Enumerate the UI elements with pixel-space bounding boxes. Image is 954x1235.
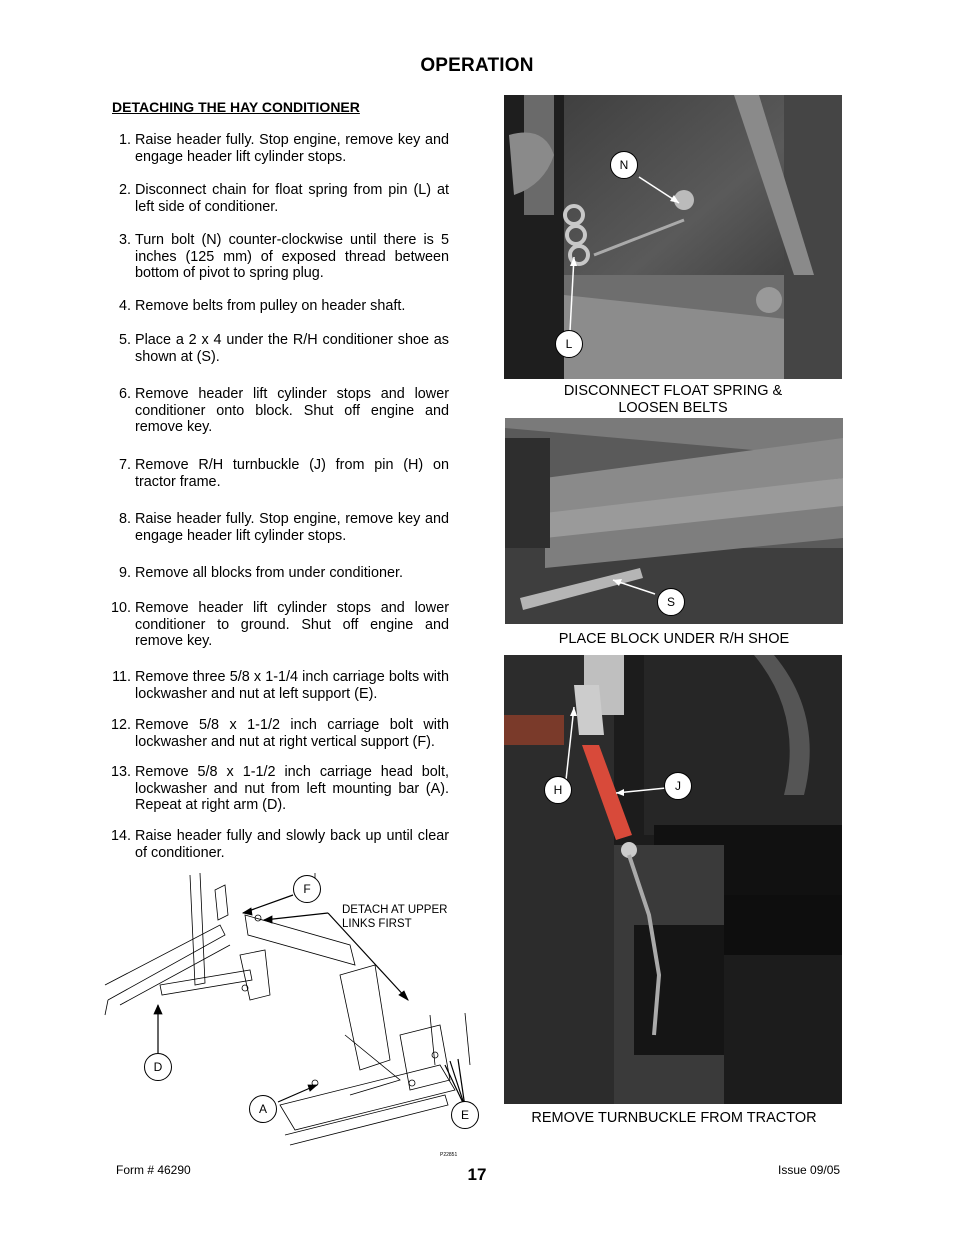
turnbuckle-caption: REMOVE TURNBUCKLE FROM TRACTOR (531, 1110, 817, 1126)
page-title: OPERATION (420, 55, 534, 76)
diagram-callout-a: A (249, 1095, 277, 1123)
block-caption: PLACE BLOCK UNDER R/H SHOE (558, 631, 790, 647)
callout-n: N (610, 151, 638, 179)
diagram-note: DETACH AT UPPER LINKS FIRST (342, 904, 448, 930)
callout-j: J (664, 772, 692, 800)
block-photo (505, 418, 843, 624)
diagram-callout-d: D (144, 1053, 172, 1081)
issue-date: Issue 09/05 (778, 1163, 841, 1177)
form-number: Form # 46290 (116, 1163, 191, 1177)
callout-l: L (555, 330, 583, 358)
float-spring-caption: DISCONNECT FLOAT SPRING & LOOSEN BELTS (563, 383, 783, 416)
diagram-callout-f: F (293, 875, 321, 903)
float-spring-photo (504, 95, 842, 379)
callout-s: S (657, 588, 685, 616)
diagram-callout-e: E (451, 1101, 479, 1129)
turnbuckle-photo (504, 655, 842, 1104)
diagram-ref: P22851 (440, 1152, 458, 1158)
page-number: 17 (467, 1165, 487, 1184)
section-title: DETACHING THE HAY CONDITIONER (112, 99, 360, 115)
callout-h: H (544, 776, 572, 804)
